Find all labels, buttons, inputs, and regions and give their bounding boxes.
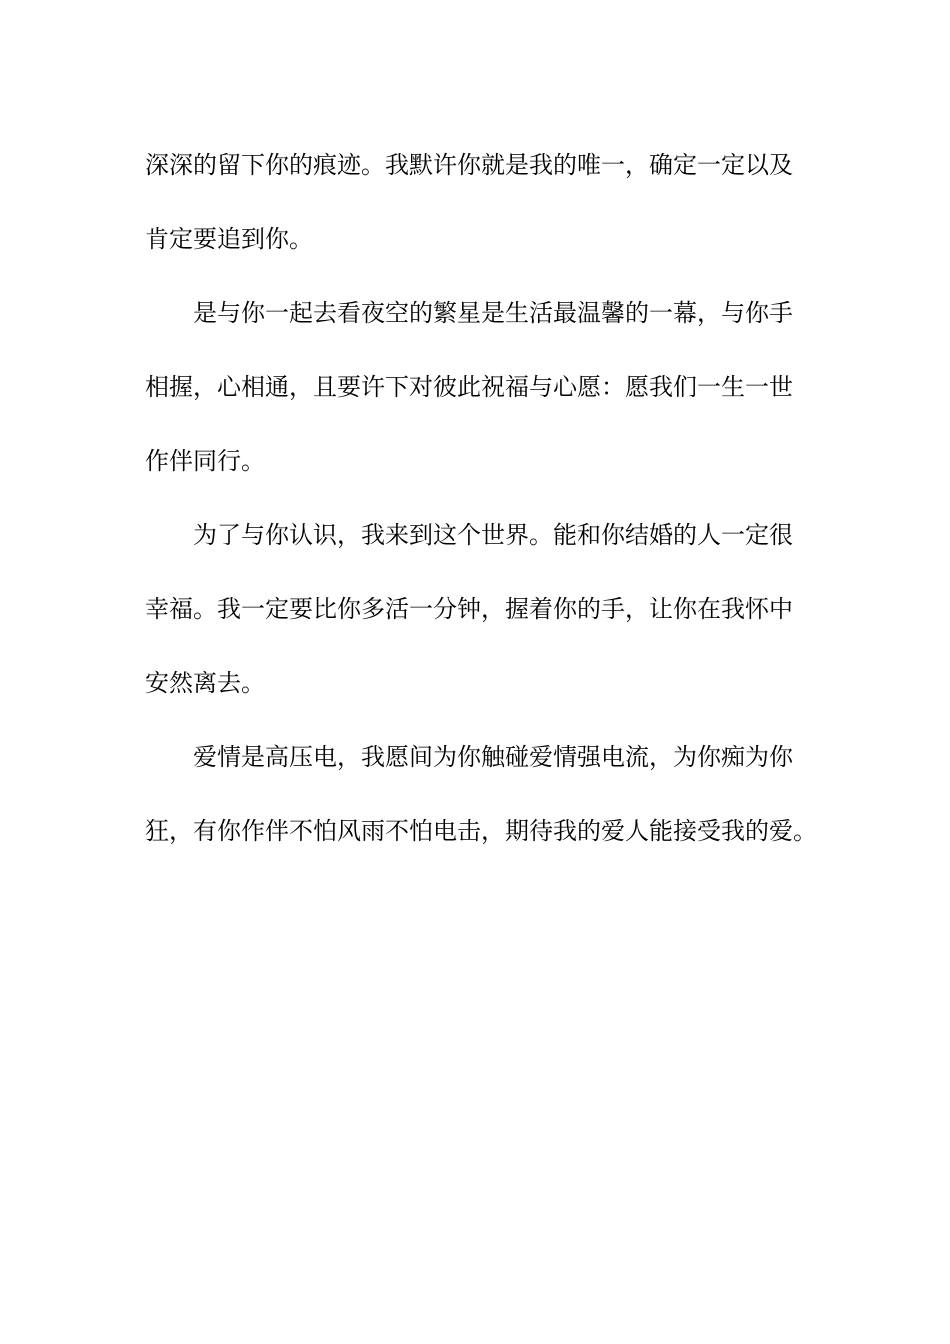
paragraph-line: 相握，心相通，且要许下对彼此祝福与心愿：愿我们一生一世 [145, 373, 793, 401]
paragraph-line: 爱情是高压电，我愿间为你触碰爱情强电流，为你痴为你 [193, 743, 793, 771]
paragraph-1 [145, 128, 805, 276]
paragraph-4 [145, 720, 817, 868]
paragraph-line: 安然离去。 [145, 669, 265, 697]
paragraph-line: 肯定要追到你。 [145, 225, 313, 253]
paragraph-line: 狂，有你作伴不怕风雨不怕电击，期待我的爱人能接受我的爱。 [145, 817, 817, 845]
paragraph-line: 为了与你认识，我来到这个世界。能和你结婚的人一定很 [193, 521, 793, 549]
paragraph-line: 幸福。我一定要比你多活一分钟，握着你的手，让你在我怀中 [145, 595, 793, 623]
paragraph-3 [145, 498, 805, 720]
paragraph-line: 作伴同行。 [145, 447, 265, 475]
paragraph-line: 深深的留下你的痕迹。我默许你就是我的唯一，确定一定以及 [145, 151, 793, 179]
paragraph-line: 是与你一起去看夜空的繁星是生活最温馨的一幕，与你手 [193, 299, 793, 327]
paragraph-2 [145, 276, 805, 498]
document-body [145, 128, 817, 868]
